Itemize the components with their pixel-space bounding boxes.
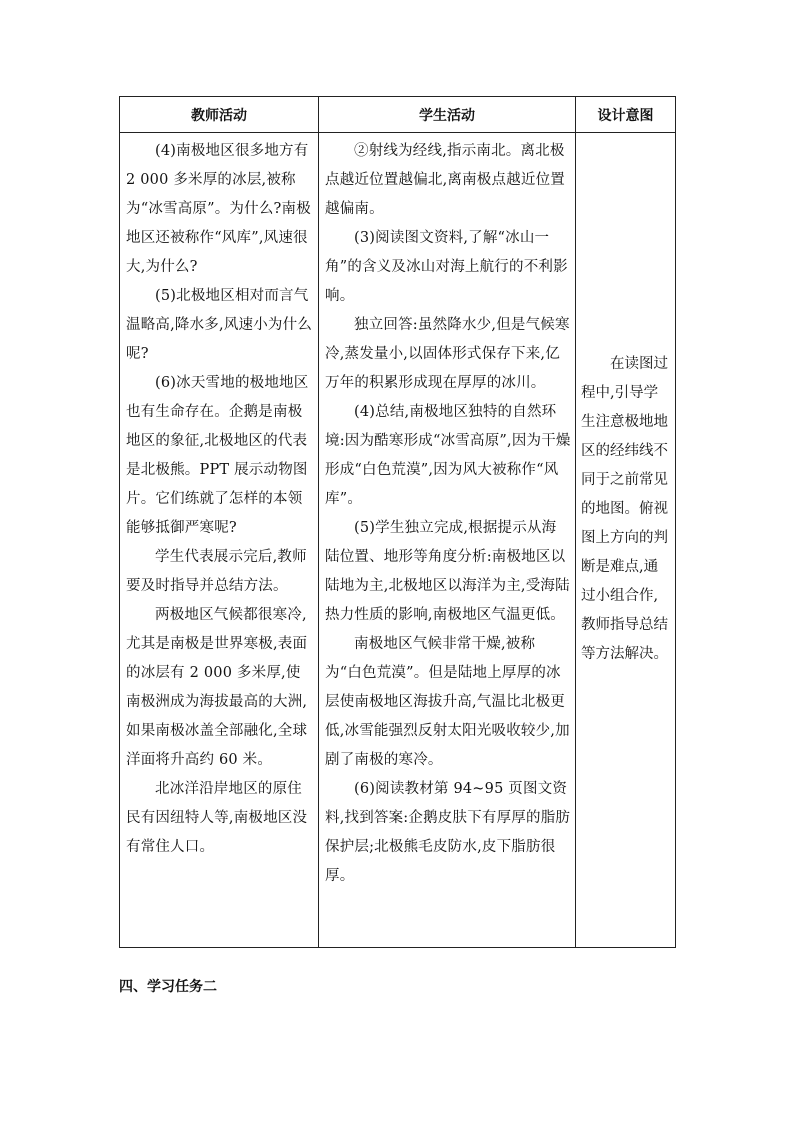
student-paragraph: (6)阅读教材第 94~95 页图文资料,找到答案:企鹅皮肤下有厚厚的脂肪保护层;北极熊毛皮防水,皮下脂肪很厚。: [325, 781, 571, 884]
teacher-paragraph: 北冰洋沿岸地区的原住民有因纽特人等,南极地区没有常住人口。: [126, 781, 308, 855]
design-intent-text: 在读图过程中,引导学生注意极地地区的经纬线不同于之前常见的地图。俯视图上方向的判断是难点,通过小组合作,教师指导总结等方法解决。: [581, 356, 668, 662]
teacher-paragraph: (6)冰天雪地的极地地区也有生命存在。企鹅是南极地区的象征,北极地区的代表是北极熊。PPT 展示动物图片。它们练就了怎样的本领能够抵御严寒呢?: [126, 375, 309, 536]
design-intent-cell: [576, 133, 676, 948]
section-heading: 四、学习任务二: [119, 979, 217, 995]
header-teacher-activity: 教师活动: [120, 97, 319, 133]
teacher-paragraph: 学生代表展示完后,教师要及时指导并总结方法。: [126, 549, 307, 594]
student-paragraph: 南极地区气候非常干燥,被称为“白色荒漠”。但是陆地上厚厚的冰层使南极地区海拔升高,气温比北极更低,冰雪能强烈反射太阳光吸收较少,加剧了南极的寒冷。: [325, 636, 570, 768]
student-paragraph: 独立回答:虽然降水少,但是气候寒冷,蒸发量小,以固体形式保存下来,亿万年的积累形成现在厚厚的冰川。: [325, 317, 570, 391]
student-activity-cell: [319, 133, 576, 948]
teacher-paragraph: 两极地区气候都很寒冷,尤其是南极是世界寒极,表面的冰层有 2 000 多米厚,使南极洲成为海拔最高的大洲,如果南极冰盖全部融化,全球洋面将升高约 60 米。: [126, 607, 308, 768]
header-student-activity: 学生活动: [319, 97, 576, 133]
header-design-intent: 设计意图: [576, 97, 676, 133]
lesson-activity-table: [119, 96, 676, 948]
table-header-row: [120, 97, 676, 133]
teacher-activity-cell: [120, 133, 319, 948]
student-paragraph: (5)学生独立完成,根据提示从海陆位置、地形等角度分析:南极地区以陆地为主,北极地区以海洋为主,受海陆热力性质的影响,南极地区气温更低。: [325, 520, 570, 623]
teacher-paragraph: (4)南极地区很多地方有 2 000 多米厚的冰层,被称为“冰雪高原”。为什么?南极地区还被称作“风库”,风速很大,为什么?: [126, 143, 311, 275]
table-row: [120, 133, 676, 948]
student-paragraph: ②射线为经线,指示南北。离北极点越近位置越偏北,离南极点越近位置越偏南。: [325, 143, 566, 217]
student-paragraph: (3)阅读图文资料,了解“冰山一角”的含义及冰山对海上航行的不利影响。: [325, 230, 568, 304]
teacher-paragraph: (5)北极地区相对而言气温略高,降水多,风速小为什么呢?: [126, 288, 313, 362]
student-paragraph: (4)总结,南极地区独特的自然环境:因为酷寒形成“冰雪高原”,因为干燥形成“白色荒漠”,因为风大被称作“风库”。: [325, 404, 571, 507]
